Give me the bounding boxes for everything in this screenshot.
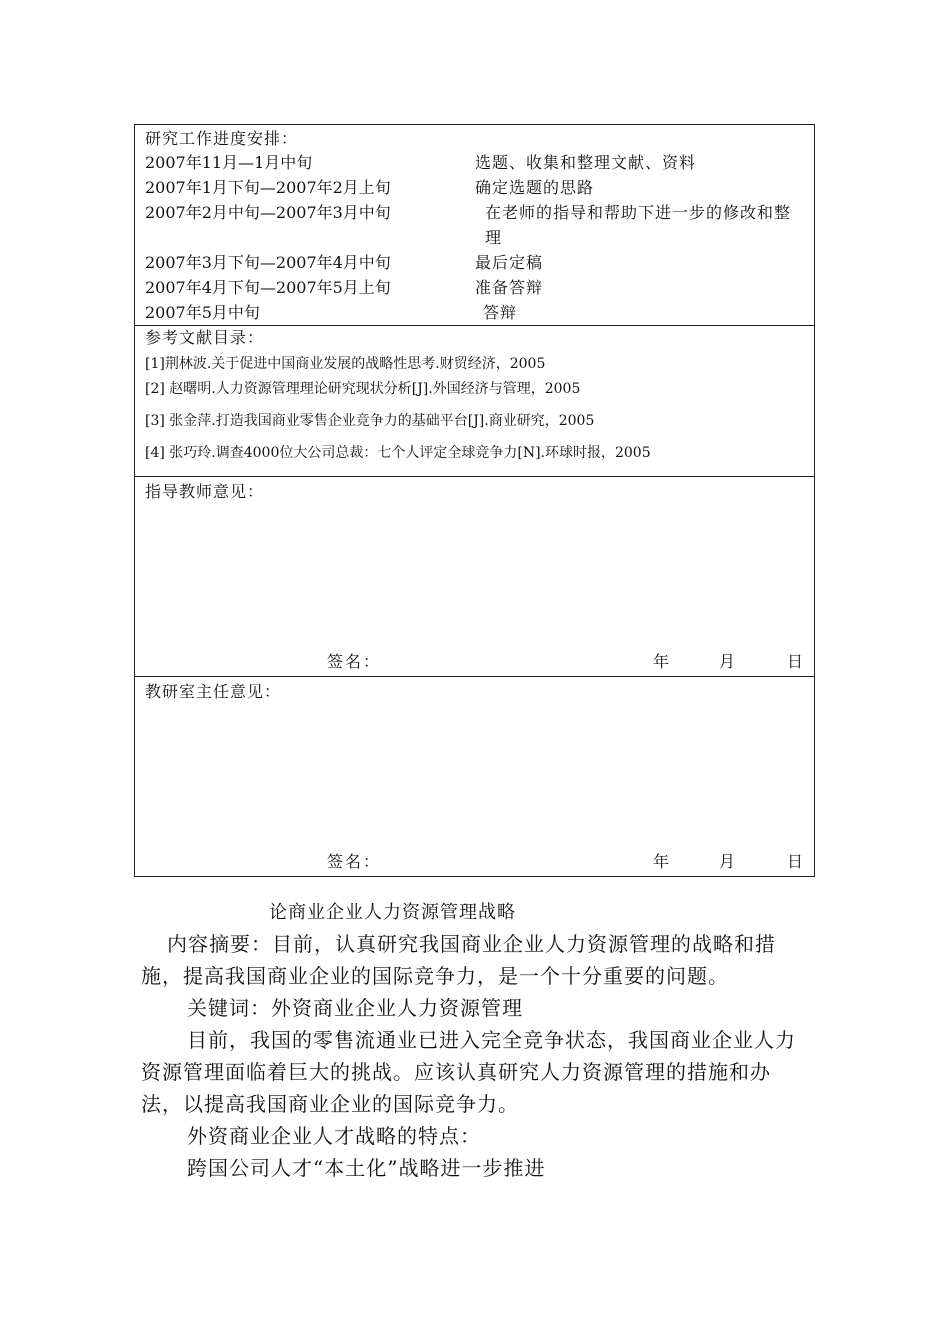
essay-paragraph: 目前，我国的零售流通业已进入完全竞争状态，我国商业企业人力资源管理面临着巨大的挑战。应该认真研究人力资源管理的措施和办法，以提高我国商业企业的国际竞争力。 [141, 1028, 796, 1116]
schedule-task: 最后定稿 [475, 253, 544, 272]
reference-item: [4] 张巧玲.调查4000位大公司总裁：七个人评定全球竞争力[N].环球时报，2005 [145, 445, 651, 461]
schedule-task: 选题、收集和整理文献、资料 [475, 153, 697, 172]
advisor-opinion-label: 指导教师意见： [145, 482, 265, 501]
schedule-row [145, 200, 804, 250]
references-label: 参考文献目录： [145, 328, 265, 347]
date-year-label: 年 [653, 652, 670, 671]
schedule-section [135, 125, 814, 326]
date-year-label: 年 [653, 852, 670, 871]
essay-body [141, 898, 811, 1184]
schedule-date: 2007年3月下旬—2007年4月中旬 [145, 253, 391, 272]
schedule-task: 准备答辩 [475, 278, 544, 297]
references-section [135, 326, 814, 477]
schedule-row [145, 175, 804, 200]
essay-section-heading: 外资商业企业人才战略的特点： [187, 1124, 481, 1148]
schedule-date: 2007年11月—1月中旬 [145, 153, 313, 172]
schedule-date: 2007年5月中旬 [145, 303, 260, 322]
schedule-date: 2007年2月中旬—2007年3月中旬 [145, 203, 391, 222]
signature-label: 签名： [327, 652, 382, 671]
schedule-task: 确定选题的思路 [475, 178, 595, 197]
advisor-opinion-section [135, 477, 814, 677]
director-opinion-label: 教研室主任意见： [145, 682, 282, 701]
reference-item: [3] 张金萍.打造我国商业零售企业竞争力的基础平台[J].商业研究，2005 [145, 413, 595, 429]
schedule-row [145, 150, 804, 175]
date-month-label: 月 [719, 652, 736, 671]
schedule-date: 2007年1月下旬—2007年2月上旬 [145, 178, 391, 197]
director-opinion-section [135, 677, 814, 876]
schedule-row [145, 300, 804, 325]
essay-subheading: 跨国公司人才“本土化”战略进一步推进 [187, 1156, 546, 1180]
director-signature-line [135, 850, 814, 874]
proposal-form-table [134, 124, 815, 877]
signature-label: 签名： [327, 852, 382, 871]
schedule-row [145, 250, 804, 275]
essay-keywords: 关键词：外资商业企业人力资源管理 [187, 996, 523, 1020]
date-day-label: 日 [787, 652, 804, 671]
schedule-date: 2007年4月下旬—2007年5月上旬 [145, 278, 391, 297]
reference-item: [1]荆林波.关于促进中国商业发展的战略性思考.财贸经济，2005 [145, 356, 546, 372]
schedule-label: 研究工作进度安排： [145, 129, 299, 148]
essay-abstract: 内容摘要：目前，认真研究我国商业企业人力资源管理的战略和措施，提高我国商业企业的国际竞争力，是一个十分重要的问题。 [141, 932, 776, 988]
essay-title: 论商业企业人力资源管理战略 [269, 902, 516, 923]
schedule-row [145, 275, 804, 300]
reference-item: [2] 赵曙明.人力资源管理理论研究现状分析[J].外国经济与管理，2005 [145, 381, 581, 397]
date-month-label: 月 [719, 852, 736, 871]
date-day-label: 日 [787, 852, 804, 871]
schedule-task: 答辩 [483, 303, 518, 322]
schedule-task: 在老师的指导和帮助下进一步的修改和整理 [485, 203, 792, 247]
advisor-signature-line [135, 650, 814, 674]
